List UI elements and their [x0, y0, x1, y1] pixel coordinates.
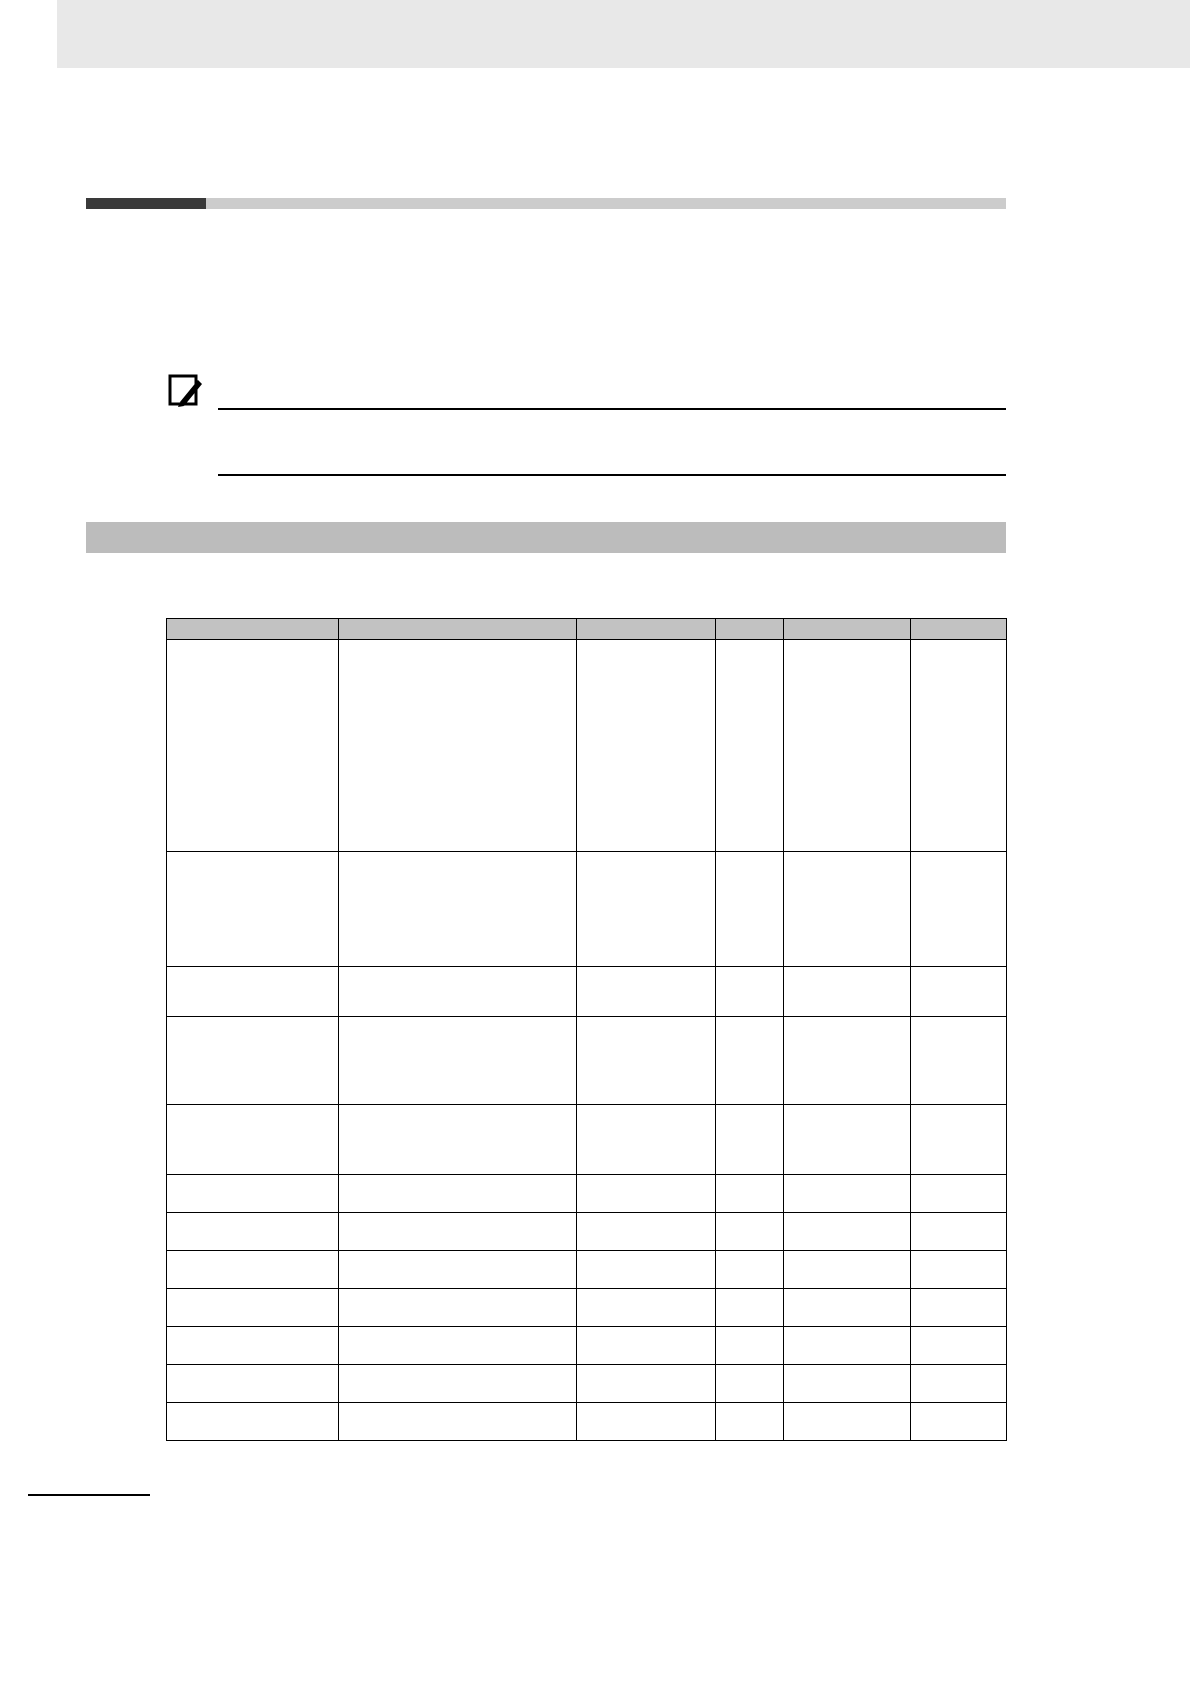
- table-cell: [911, 1213, 1007, 1251]
- table-header-cell: [911, 619, 1007, 640]
- table-cell: [577, 640, 716, 852]
- table-cell: [167, 967, 339, 1017]
- table-cell: [167, 640, 339, 852]
- table-cell: [784, 1251, 911, 1289]
- table-cell: [784, 1175, 911, 1213]
- table-cell: [339, 1365, 577, 1403]
- table-cell: [339, 640, 577, 852]
- table-row: [167, 1327, 1007, 1365]
- table-cell: [339, 1289, 577, 1327]
- table-cell: [577, 1365, 716, 1403]
- table-cell: [716, 1289, 784, 1327]
- table-row: [167, 1289, 1007, 1327]
- table-cell: [911, 1175, 1007, 1213]
- table-cell: [339, 1105, 577, 1175]
- table-cell: [784, 1365, 911, 1403]
- table-cell: [167, 1175, 339, 1213]
- table-cell: [167, 1327, 339, 1365]
- table-cell: [784, 1105, 911, 1175]
- table-cell: [716, 1175, 784, 1213]
- table-row: [167, 967, 1007, 1017]
- table-row: [167, 1017, 1007, 1105]
- table-cell: [911, 1365, 1007, 1403]
- table-cell: [339, 1017, 577, 1105]
- table-row: [167, 1105, 1007, 1175]
- section-divider-light-segment: [206, 198, 1006, 209]
- table-cell: [339, 1327, 577, 1365]
- table-cell: [577, 1327, 716, 1365]
- table-cell: [577, 1105, 716, 1175]
- table-cell: [911, 1017, 1007, 1105]
- table-header-row: [167, 619, 1007, 640]
- table-row: [167, 640, 1007, 852]
- table-body: [167, 640, 1007, 1441]
- subsection-heading-bar: [86, 522, 1006, 553]
- table-header-cell: [577, 619, 716, 640]
- table-cell: [784, 640, 911, 852]
- table-cell: [339, 1403, 577, 1441]
- table-cell: [167, 1251, 339, 1289]
- table-cell: [167, 1365, 339, 1403]
- table-cell: [716, 1251, 784, 1289]
- table-cell: [716, 640, 784, 852]
- table-cell: [716, 1327, 784, 1365]
- section-divider-rule: [86, 198, 1006, 209]
- note-rule-top: [218, 408, 1006, 410]
- footer-rule: [28, 1494, 150, 1496]
- table-cell: [577, 1251, 716, 1289]
- table-cell: [167, 1213, 339, 1251]
- table-cell: [716, 1213, 784, 1251]
- table-cell: [784, 852, 911, 967]
- table-cell: [339, 1175, 577, 1213]
- table-cell: [339, 967, 577, 1017]
- table-cell: [577, 852, 716, 967]
- table-header-cell: [167, 619, 339, 640]
- table-cell: [167, 1289, 339, 1327]
- table-cell: [911, 1403, 1007, 1441]
- table-cell: [716, 1105, 784, 1175]
- table-header-cell: [716, 619, 784, 640]
- table-row: [167, 1213, 1007, 1251]
- table-cell: [716, 967, 784, 1017]
- specification-table: [166, 618, 1007, 1441]
- page-header-band: [57, 0, 1190, 68]
- table-cell: [577, 1289, 716, 1327]
- table-cell: [167, 1105, 339, 1175]
- table-cell: [577, 1175, 716, 1213]
- note-rule-group: [218, 368, 1006, 478]
- table-row: [167, 1403, 1007, 1441]
- table-row: [167, 852, 1007, 967]
- table-row: [167, 1251, 1007, 1289]
- table-cell: [911, 852, 1007, 967]
- table-cell: [577, 1403, 716, 1441]
- table-cell: [716, 852, 784, 967]
- table-cell: [577, 967, 716, 1017]
- table-cell: [716, 1017, 784, 1105]
- table-cell: [911, 1105, 1007, 1175]
- table-cell: [167, 1017, 339, 1105]
- table-cell: [339, 1251, 577, 1289]
- table-header-cell: [339, 619, 577, 640]
- table-cell: [911, 967, 1007, 1017]
- table-row: [167, 1365, 1007, 1403]
- table-cell: [577, 1017, 716, 1105]
- table-cell: [784, 967, 911, 1017]
- table-cell: [167, 852, 339, 967]
- table-cell: [716, 1403, 784, 1441]
- table-cell: [339, 852, 577, 967]
- table-cell: [784, 1327, 911, 1365]
- section-divider-dark-segment: [86, 198, 206, 209]
- table-cell: [784, 1017, 911, 1105]
- note-pencil-icon: [168, 372, 204, 408]
- table-cell: [784, 1289, 911, 1327]
- table-cell: [167, 1403, 339, 1441]
- table-cell: [911, 1251, 1007, 1289]
- table-cell: [716, 1365, 784, 1403]
- table-cell: [339, 1213, 577, 1251]
- table-cell: [784, 1403, 911, 1441]
- table-cell: [911, 1327, 1007, 1365]
- table-cell: [911, 640, 1007, 852]
- table-header-cell: [784, 619, 911, 640]
- table-cell: [784, 1213, 911, 1251]
- note-rule-bottom: [218, 474, 1006, 476]
- table-row: [167, 1175, 1007, 1213]
- table-cell: [911, 1289, 1007, 1327]
- table-cell: [577, 1213, 716, 1251]
